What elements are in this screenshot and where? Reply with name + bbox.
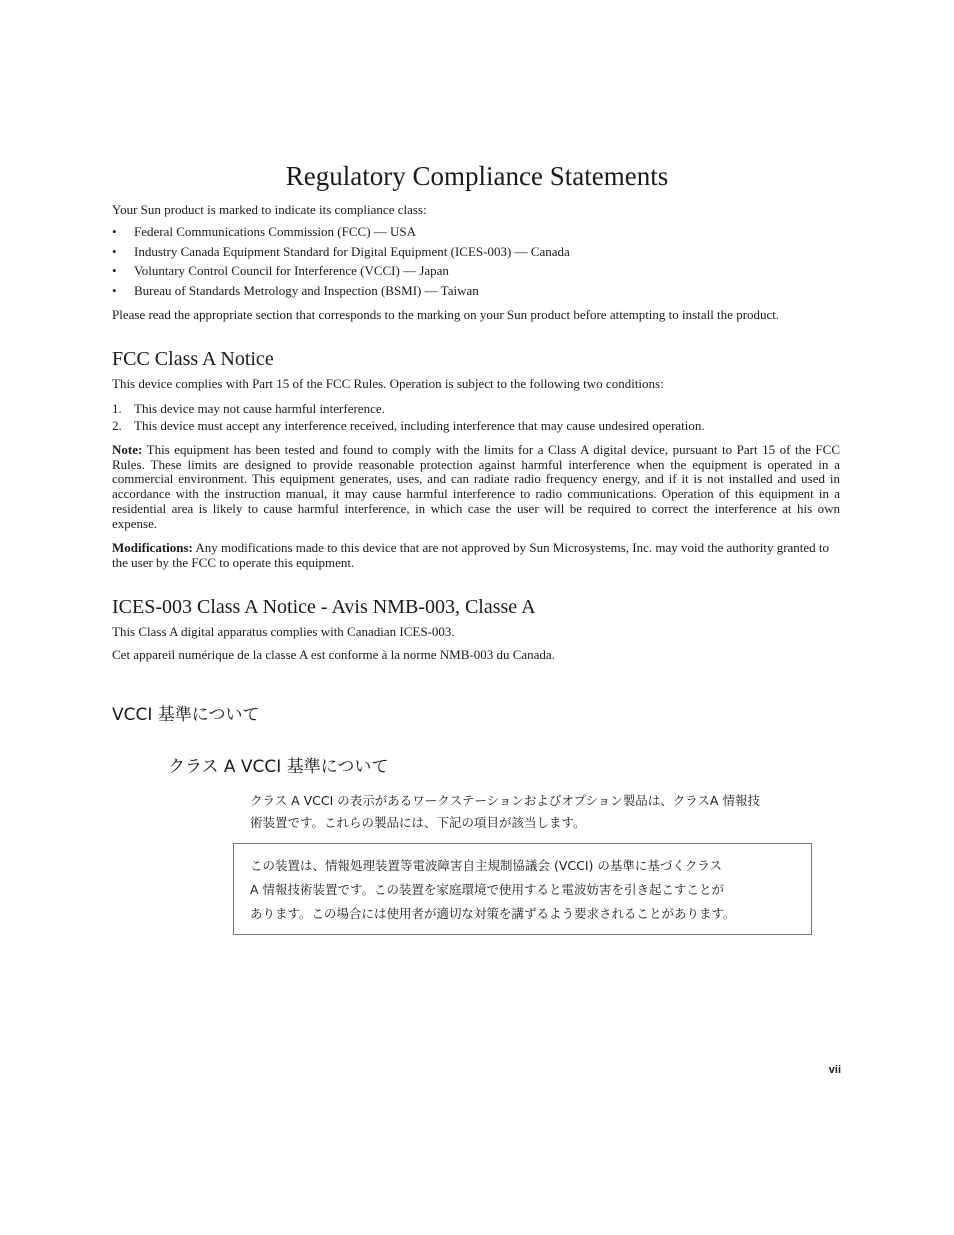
- fcc-note-paragraph: [112, 443, 840, 531]
- vcci-notice-line: A 情報技術装置です。この装置を家庭環境で使用すると電波妨害を引き起こすことが: [250, 882, 725, 897]
- list-item: [112, 222, 840, 242]
- bullet-marker: •: [112, 224, 117, 239]
- fcc-section-heading: FCC Class A Notice: [112, 348, 274, 370]
- vcci-description-line: クラス A VCCI の表示があるワークステーションおよびオプション製品は、クラスA 情報技: [250, 793, 760, 808]
- list-item-text: This device must accept any interference received, including interference that may cause undesired operation.: [134, 418, 705, 433]
- list-item: [112, 242, 840, 262]
- ices-section-heading: ICES-003 Class A Notice - Avis NMB-003, Classe A: [112, 596, 536, 619]
- list-item: [112, 417, 840, 434]
- vcci-class-a-subheading: クラス A VCCI 基準について: [168, 757, 389, 777]
- main-content: [112, 202, 840, 662]
- list-item-text: Voluntary Control Council for Interference (VCCI) — Japan: [134, 263, 449, 278]
- vcci-notice-text: [250, 854, 802, 926]
- read-instructions-paragraph: Please read the appropriate section that corresponds to the marking on your Sun product before attempting to install the product.: [112, 307, 780, 322]
- fcc-intro-paragraph: This device complies with Part 15 of the FCC Rules. Operation is subject to the following two conditions:: [112, 376, 664, 391]
- list-item: [112, 400, 840, 417]
- vcci-section-heading: VCCI 基準について: [112, 705, 260, 725]
- page-number: vii: [828, 1064, 841, 1076]
- vcci-notice-line: あります。この場合には使用者が適切な対策を講ずるよう要求されることがあります。: [250, 906, 736, 921]
- bullet-marker: •: [112, 263, 117, 278]
- list-number: 1.: [112, 401, 122, 416]
- bullet-marker: •: [112, 243, 117, 259]
- list-item: [112, 281, 840, 301]
- fcc-modifications-paragraph: [112, 540, 840, 570]
- bullet-marker: •: [112, 282, 117, 298]
- list-item-text: This device may not cause harmful interference.: [134, 401, 385, 416]
- modifications-text: Any modifications made to this device that are not approved by Sun Microsystems, Inc. may void the authority granted to the user by the FCC to operate this equipment.: [112, 540, 830, 571]
- vcci-description-line: 術装置です。これらの製品には、下記の項目が該当します。: [250, 815, 586, 830]
- ices-english-paragraph: This Class A digital apparatus complies with Canadian ICES-003.: [112, 624, 455, 640]
- list-item-text: Federal Communications Commission (FCC) — USA: [134, 224, 417, 239]
- vcci-notice-box: [233, 843, 812, 935]
- list-item-text: Bureau of Standards Metrology and Inspection (BSMI) — Taiwan: [134, 282, 479, 298]
- compliance-class-list: [112, 222, 840, 300]
- note-label: Note:: [112, 442, 143, 457]
- list-item-text: Industry Canada Equipment Standard for Digital Equipment (ICES-003) — Canada: [134, 243, 570, 259]
- ices-french-paragraph: Cet appareil numérique de la classe A est conforme à la norme NMB-003 du Canada.: [112, 647, 555, 663]
- page-title: Regulatory Compliance Statements: [285, 161, 669, 191]
- fcc-conditions-list: [112, 400, 840, 434]
- intro-paragraph: Your Sun product is marked to indicate its compliance class:: [112, 202, 427, 217]
- vcci-description-paragraph: [250, 790, 810, 834]
- modifications-label: Modifications:: [112, 540, 193, 556]
- vcci-notice-line: この装置は、情報処理装置等電波障害自主規制協議会 (VCCI) の基準に基づくクラス: [250, 858, 723, 873]
- note-text: This equipment has been tested and found to comply with the limits for a Class A digital device, pursuant to Part 15 of the FCC Rules. These limits are designed to provide reasonable protection against harmful interference when the equipment is operated in a commercial environment. This equipment generates, uses, and can radiate radio frequency energy, and if it is not installed and used in accordance with the instruction manual, it may cause harmful interference to radio communications. Operation of this equipment in a residential area is likely to cause harmful interference, in which case the user will be required to correct the interference at his own expense.: [112, 442, 840, 531]
- list-number: 2.: [112, 418, 122, 433]
- list-item: [112, 261, 840, 281]
